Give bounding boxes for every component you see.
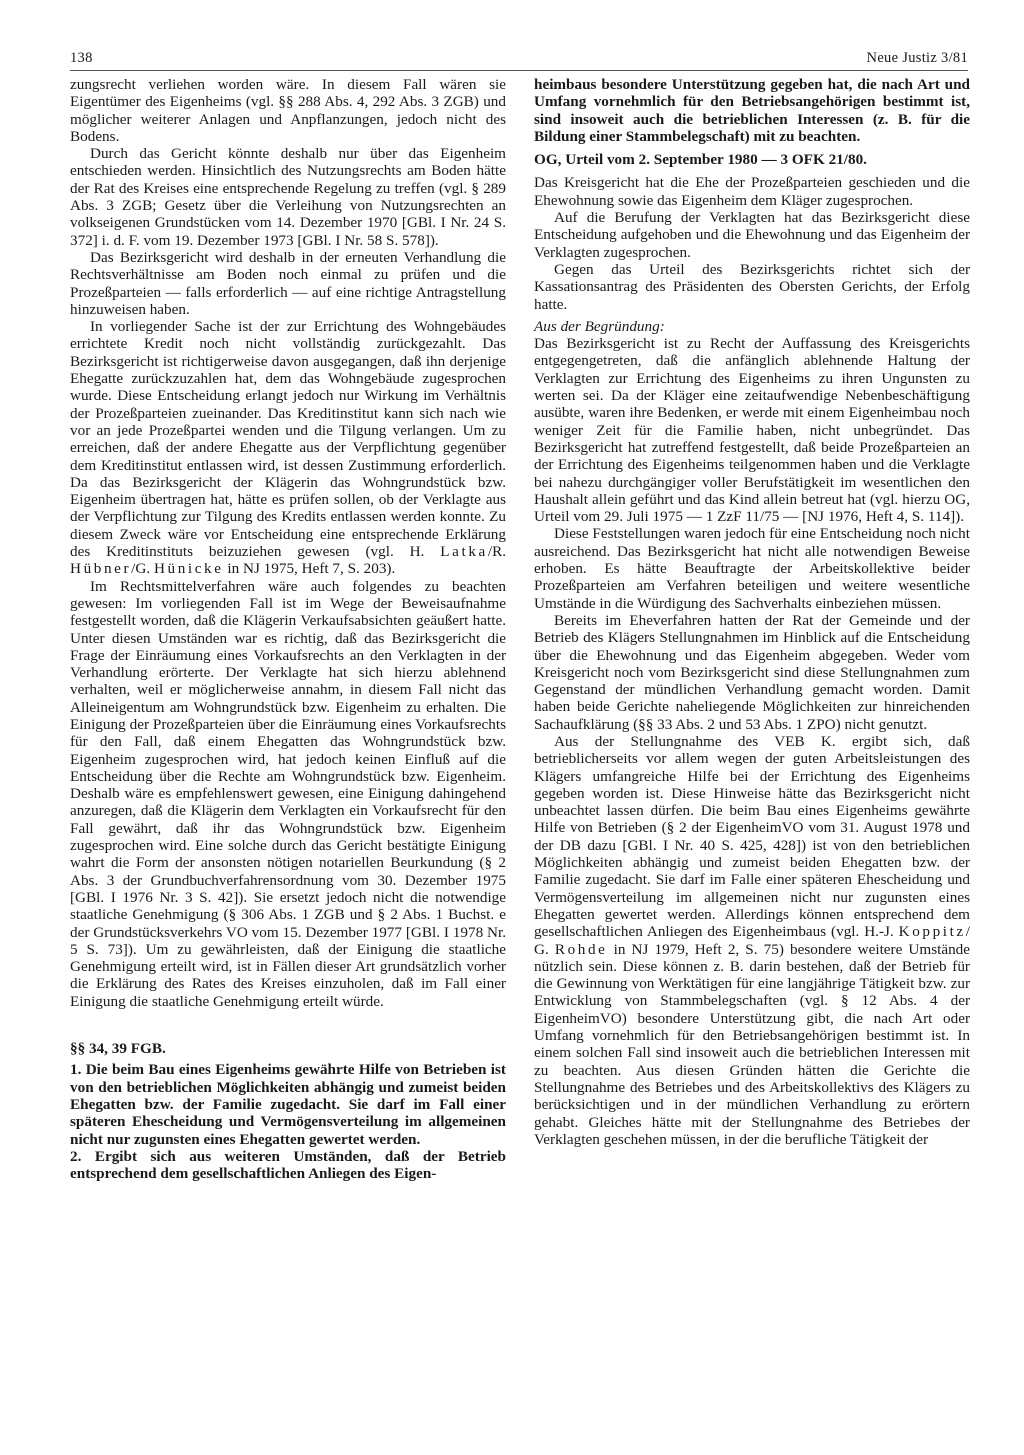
paragraph-text: / G.	[534, 923, 971, 958]
headnote: 2. Ergibt sich aus weiteren Umständen, daß der Betrieb entsprechend dem gesellschaftlichen Anliegen des Eigen-	[70, 1147, 506, 1183]
author-name: Latka	[440, 543, 488, 561]
paragraph-text: /R.	[487, 543, 507, 561]
left-column	[70, 76, 506, 1182]
paragraph: zungsrecht verliehen worden wäre. In diesem Fall wären sie Eigentümer des Eigenheims (vgl. §§ 288 Abs. 4, 292 Abs. 3 ZGB) und möglicher weiterer Anlagen und Anpflanzungen, jedoch nicht des Bodens.	[70, 76, 506, 145]
headnote-continued: heimbaus besondere Unterstützung gegeben hat, die nach Art und Umfang vornehmlich für den Betriebsangehörigen bestimmt ist, sind insoweit auch die betrieblichen Interessen (z. B. für die Bildung einer Stammbelegschaft) mit zu beachten.	[534, 76, 970, 145]
paragraph: Das Kreisgericht hat die Ehe der Prozeßparteien geschieden und die Ehewohnung sowie das Eigenheim dem Kläger zugesprochen.	[534, 174, 970, 209]
author-name: Koppitz	[898, 923, 966, 941]
paragraph	[534, 733, 970, 1148]
section-heading: §§ 34, 39 FGB.	[70, 1040, 166, 1058]
author-name: Hübner	[70, 560, 132, 578]
section-label: Aus der Begründung:	[534, 317, 665, 335]
author-name: Hünicke	[153, 560, 224, 578]
paragraph-text: In vorliegender Sache ist der zur Errichtung des Wohngebäudes errichtete Kredit noch nicht vollständig zurückgezahlt. Das Bezirksgericht ist richtigerweise davon ausgegangen, daß ihn derjenige Ehegatte zurückzuzahlen hat, dem das Wohngebäude zugesprochen wurde. Diese Entscheidung erlangt jedoch nur Wirkung im Verhältnis der Prozeßparteien zueinander. Das Kreditinstitut kann sich nach wie vor an jede Prozeßpartei wenden und die Tilgung verlangen. Um zu erreichen, daß der andere Ehegatte aus der Verpflichtung gegenüber dem Kreditinstitut entlassen wird, ist dessen Zustimmung erforderlich. Da das Bezirksgericht der Klägerin das Wohngrundstück bzw. Eigenheim übertragen hat, hätte es prüfen sollen, ob der Verklagte aus der Verpflichtung zur Tilgung des Kredits entlassen werden konnte. Zu diesem Zweck wäre vor Entscheidung eine entsprechende Erklärung des Kreditinstituts beizuziehen gewesen (vgl. H.	[70, 318, 506, 561]
paragraph	[70, 318, 506, 577]
paragraph: Das Bezirksgericht ist zu Recht der Auffassung des Kreisgerichts entgegengetreten, daß die anfänglich ablehnende Haltung der Verklagten zur Errichtung des Eigenheims zu ihren Ungunsten zu werten sei. Da der Kläger eine zeitaufwendige Nebenbeschäftigung ausübte, waren ihre Bedenken, er werde mit einem Eigenheimbau noch weniger Zeit für die Familie haben, nicht unbegründet. Das Bezirksgericht hat zutreffend festgestellt, daß beide Prozeßparteien an der Errichtung des Eigenheims teilgenommen haben und die Verklagte bei nahezu durchgängiger voller Berufstätigkeit im wesentlichen den Haushalt allein geführt und das Kind allein betreut hat (vgl. hierzu OG, Urteil vom 29. Juli 1975 — 1 ZzF 11/75 — [NJ 1976, Heft 4, S. 114]).	[534, 335, 970, 526]
paragraph-text: in NJ 1979, Heft 2, S. 75) besondere weitere Umstände nützlich sein. Diese können z. B. darin bestehen, daß der Betrieb für die Gewinnung von Werktätigen für eine langjährige Tätigkeit bzw. zur Entwicklung von Stammbelegschaften (vgl. § 12 Abs. 4 der EigenheimVO) besondere Unterstützung gibt, die nach Art oder Umfang vornehmlich für den Betriebsangehörigen bestimmt ist. In einem solchen Fall sind insoweit auch die betrieblichen Interessen mit zu beachten. Aus diesen Gründen hätten die Gerichte die Stellungnahme des Betriebes und des Arbeitskollektivs des Klägers zu berücksichtigen und in der mündlichen Verhandlung zu erörtern gehabt. Gleiches hätte mit der Stellungnahme des Betriebes der Verklagten geschehen müssen, in der die berufliche Tätigkeit der	[534, 940, 971, 1148]
paragraph: Im Rechtsmittelverfahren wäre auch folgendes zu beachten gewesen: Im vorliegenden Fall ist im Wege der Beweisaufnahme festgestellt worden, daß die Klägerin Verkaufsabsichten geäußert hatte. Unter diesen Umständen war es richtig, daß das Bezirksgericht die Frage der Einräumung eines Vorkaufsrechts an den Verklagten in der Verhandlung erörterte. Der Verklagte hat sich hierzu ablehnend verhalten, weil er möglicherweise annahm, in diesem Fall nicht das Alleineigentum am Wohngrundstück bzw. Eigenheim zu erhalten. Die Einigung der Prozeßparteien über die Einräumung eines Vorkaufsrechts für den Fall, daß einem Ehegatten das Wohngrundstück bzw. Eigenheim zugesprochen wird, hat jedoch keinen Einfluß auf die Entscheidung über die Rechte am Wohngrundstück bzw. Eigenheim. Deshalb wäre es empfehlenswert gewesen, eine Einigung dahingehend anzuregen, daß die Klägerin dem Verklagten ein Vorkaufsrecht für den Fall gewährt, daß ihr das Wohngrundstück bzw. Eigenheim zugesprochen wird. Eine solche durch das Gericht bestätigte Einigung wahrt die Form der ansonsten nötigen notariellen Beurkundung (§ 2 Abs. 3 der Grundbuchverfahrensordnung vom 30. Dezember 1975 [GBl. I 1976 Nr. 3 S. 42]). Sie ersetzt jedoch nicht die notwendige staatliche Genehmigung (§ 306 Abs. 1 ZGB und § 2 Abs. 1 Buchst. e der Grundstücksverkehrs VO vom 15. Dezember 1977 [GBl. I 1978 Nr. 5 S. 73]). Um zu gewährleisten, daß der Einigung die staatliche Genehmigung erteilt wird, ist in Fällen dieser Art grundsätzlich vorher die Erklärung des Rates des Kreises einzuholen, daß im Fall einer Einigung die staatliche Genehmigung erteilt würde.	[70, 577, 506, 1010]
header-rule	[70, 70, 968, 71]
decision-citation: OG, Urteil vom 2. September 1980 — 3 OFK 21/80.	[534, 151, 867, 169]
paragraph-text: in NJ 1975, Heft 7, S. 203).	[227, 560, 396, 578]
paragraph: Gegen das Urteil des Bezirksgerichts richtet sich der Kassationsantrag des Präsidenten des Obersten Gerichts, der Erfolg hatte.	[534, 260, 970, 313]
paragraph-text: /G.	[131, 560, 151, 578]
paragraph-text: Aus der Stellungnahme des VEB K. ergibt sich, daß betrieblicherseits vor allem wegen der guten Arbeitsleistungen des Klägers umfangreiche Hilfe bei der Errichtung des Eigenheims gegeben worden ist. Diese Hinweise hätte das Bezirksgericht nicht unbeachtet lassen dürfen. Die beim Bau eines Eigenheims gewährte Hilfe von Betrieben (§ 2 der EigenheimVO vom 31. August 1978 und der DB dazu [GBl. I Nr. 40 S. 425, 428]) ist von den betrieblichen Möglichkeiten abhängig und zumeist beiden Ehegatten bzw. der Familie zugedacht. Sie darf im Falle einer späteren Ehescheidung und Vermögensverteilung im allgemeinen nicht nur zugunsten eines Ehegatten gewertet werden. Allerdings können entsprechend dem gesellschaftlichen Anliegen des Eigenheimbaus (vgl. H.-J.	[534, 732, 970, 941]
page-number: 138	[70, 50, 93, 66]
paragraph: Durch das Gericht könnte deshalb nur über das Eigenheim entschieden werden. Hinsichtlich des Nutzungsrechts am Boden hätte der Rat des Kreises eine entsprechende Regelung zu treffen (vgl. § 289 Abs. 3 ZGB; Gesetz über die Verleihung von Nutzungsrechten an volkseigenen Grundstücken vom 14. Dezember 1970 [GBl. I Nr. 24 S. 372] i. d. F. vom 19. Dezember 1973 [GBl. I Nr. 58 S. 578]).	[70, 145, 506, 249]
author-name: Rohde	[554, 940, 608, 958]
right-column	[534, 76, 970, 1148]
paragraph: Bereits im Eheverfahren hatten der Rat der Gemeinde und der Betrieb des Klägers Stellungnahmen im Hinblick auf die Entscheidung über die Ehewohnung und das Eigenheim abgegeben. Weder vom Kreisgericht noch vom Bezirksgericht sind diese Stellungnahmen zum Gegenstand der mündlichen Verhandlung gemacht worden. Damit haben beide Gerichte naheliegende Möglichkeiten zur hinreichenden Sachaufklärung (§§ 33 Abs. 2 und 53 Abs. 1 ZPO) nicht genutzt.	[534, 611, 970, 733]
spacer	[70, 1010, 506, 1032]
paragraph: Auf die Berufung der Verklagten hat das Bezirksgericht diese Entscheidung aufgehoben und die Ehewohnung und das Eigenheim der Verklagten zugesprochen.	[534, 209, 970, 261]
headnote: 1. Die beim Bau eines Eigenheims gewährte Hilfe von Betrieben ist von den betrieblichen Möglichkeiten abhängig und zumeist beiden Ehegatten bzw. der Familie zugedacht. Sie darf im Fall einer späteren Ehescheidung und Vermögensverteilung im allgemeinen nicht nur zugunsten eines Ehegatten gewertet werden.	[70, 1061, 506, 1148]
paragraph: Das Bezirksgericht wird deshalb in der erneuten Verhandlung die Rechtsverhältnisse am Boden noch einmal zu prüfen und die Prozeßparteien — falls erforderlich — auf eine richtige Antragstellung hinzuweisen haben.	[70, 248, 506, 318]
journal-issue: Neue Justiz 3/81	[866, 50, 968, 66]
paragraph: Diese Feststellungen waren jedoch für eine Entscheidung noch nicht ausreichend. Das Bezirksgericht hat nicht alle notwendigen Beweise erhoben. Es hätte Beauftragte der Arbeitskollektive beider Prozeßparteien am Verfahren beteiligen und weitere wesentliche Umstände in die Würdigung des Sachverhalts einbeziehen müssen.	[534, 525, 970, 612]
page-header	[0, 0, 1024, 70]
